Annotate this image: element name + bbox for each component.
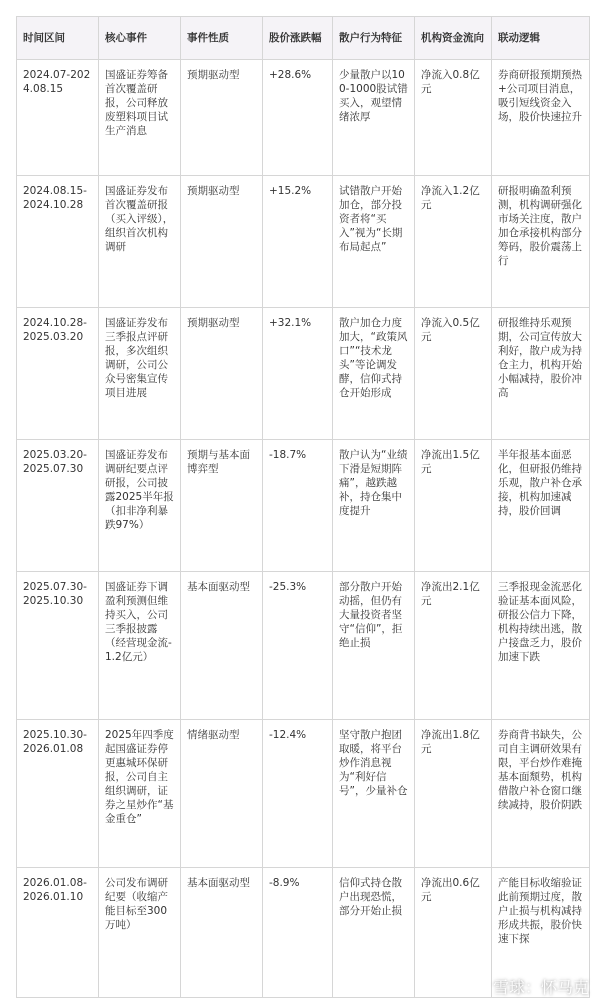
event-table xyxy=(16,16,590,998)
header-linkage-logic: 联动逻辑 xyxy=(492,17,590,60)
cell-price-change: -18.7% xyxy=(263,440,333,572)
cell-price-change: +32.1% xyxy=(263,308,333,440)
cell-retail-behavior: 散户认为“业绩下滑是短期阵痛”，越跌越补，持仓集中度提升 xyxy=(333,440,415,572)
cell-time-range: 2025.03.20-2025.07.30 xyxy=(17,440,99,572)
cell-time-range: 2025.10.30-2026.01.08 xyxy=(17,720,99,868)
cell-linkage-logic: 三季报现金流恶化验证基本面风险，研报公信力下降，机构持续出逃，散户接盘乏力，股价加速下跌 xyxy=(492,572,590,720)
table-row xyxy=(17,720,590,868)
cell-time-range: 2024.07-2024.08.15 xyxy=(17,60,99,176)
cell-linkage-logic: 券商背书缺失，公司自主调研效果有限，平台炒作难掩基本面颓势，机构借散户补仓窗口继续减持，股价阴跌 xyxy=(492,720,590,868)
cell-core-event: 国盛证券筹备首次覆盖研报，公司释放废塑料项目试生产消息 xyxy=(99,60,181,176)
cell-event-nature: 预期驱动型 xyxy=(181,60,263,176)
cell-time-range: 2024.08.15-2024.10.28 xyxy=(17,176,99,308)
header-price-change: 股价涨跌幅 xyxy=(263,17,333,60)
cell-price-change: +28.6% xyxy=(263,60,333,176)
cell-retail-behavior: 少量散户以100-1000股试错买入，观望情绪浓厚 xyxy=(333,60,415,176)
header-institution-flow: 机构资金流向 xyxy=(415,17,492,60)
table-row xyxy=(17,572,590,720)
cell-retail-behavior: 信仰式持仓散户出现恐慌，部分开始止损 xyxy=(333,868,415,998)
header-core-event: 核心事件 xyxy=(99,17,181,60)
cell-event-nature: 预期驱动型 xyxy=(181,308,263,440)
cell-price-change: -8.9% xyxy=(263,868,333,998)
cell-institution-flow: 净流入0.5亿元 xyxy=(415,308,492,440)
cell-core-event: 国盛证券发布三季报点评研报，多次组织调研，公司公众号密集宣传项目进展 xyxy=(99,308,181,440)
cell-core-event: 国盛证券发布调研纪要点评研报，公司披露2025半年报（扣非净利暴跌97%） xyxy=(99,440,181,572)
cell-retail-behavior: 坚守散户抱团取暖，将平台炒作消息视为“利好信号”，少量补仓 xyxy=(333,720,415,868)
cell-time-range: 2024.10.28-2025.03.20 xyxy=(17,308,99,440)
table-row xyxy=(17,176,590,308)
table-row xyxy=(17,60,590,176)
cell-core-event: 国盛证券发布首次覆盖研报（买入评级），组织首次机构调研 xyxy=(99,176,181,308)
cell-core-event: 2025年四季度起国盛证券停更惠城环保研报，公司自主组织调研，证券之星炒作“基金重仓” xyxy=(99,720,181,868)
cell-linkage-logic: 券商研报预期预热+公司项目消息，吸引短线资金入场，股价快速拉升 xyxy=(492,60,590,176)
cell-price-change: -25.3% xyxy=(263,572,333,720)
cell-retail-behavior: 部分散户开始动摇，但仍有大量投资者坚守“信仰”，拒绝止损 xyxy=(333,572,415,720)
cell-time-range: 2026.01.08-2026.01.10 xyxy=(17,868,99,998)
cell-institution-flow: 净流出2.1亿元 xyxy=(415,572,492,720)
table-row xyxy=(17,440,590,572)
header-retail-behavior: 散户行为特征 xyxy=(333,17,415,60)
cell-event-nature: 情绪驱动型 xyxy=(181,720,263,868)
header-event-nature: 事件性质 xyxy=(181,17,263,60)
table-header xyxy=(17,17,590,60)
cell-time-range: 2025.07.30-2025.10.30 xyxy=(17,572,99,720)
cell-linkage-logic: 半年报基本面恶化，但研报仍维持乐观，散户补仓承接，机构加速减持，股价回调 xyxy=(492,440,590,572)
cell-price-change: -12.4% xyxy=(263,720,333,868)
cell-retail-behavior: 散户加仓力度加大，“政策风口”“技术龙头”等论调发酵，信仰式持仓开始形成 xyxy=(333,308,415,440)
cell-institution-flow: 净流出1.8亿元 xyxy=(415,720,492,868)
cell-institution-flow: 净流出1.5亿元 xyxy=(415,440,492,572)
cell-event-nature: 预期驱动型 xyxy=(181,176,263,308)
header-row xyxy=(17,17,590,60)
cell-linkage-logic: 产能目标收缩验证此前预期过度，散户止损与机构减持形成共振，股价快速下探 xyxy=(492,868,590,998)
cell-institution-flow: 净流出0.6亿元 xyxy=(415,868,492,998)
cell-event-nature: 基本面驱动型 xyxy=(181,572,263,720)
cell-event-nature: 基本面驱动型 xyxy=(181,868,263,998)
cell-retail-behavior: 试错散户开始加仓，部分投资者将“买入”视为“长期布局起点” xyxy=(333,176,415,308)
cell-linkage-logic: 研报明确盈利预测，机构调研强化市场关注度，散户加仓承接机构部分筹码，股价震荡上行 xyxy=(492,176,590,308)
cell-price-change: +15.2% xyxy=(263,176,333,308)
snowball-logo-icon xyxy=(467,976,487,996)
table-row xyxy=(17,308,590,440)
cell-linkage-logic: 研报维持乐观预期，公司宣传放大利好，散户成为持仓主力，机构开始小幅减持，股价冲高 xyxy=(492,308,590,440)
cell-core-event: 公司发布调研纪要（收缩产能目标至300万吨） xyxy=(99,868,181,998)
cell-event-nature: 预期与基本面博弈型 xyxy=(181,440,263,572)
watermark-text: 雪球：怀马克 xyxy=(492,977,589,997)
table-body xyxy=(17,60,590,998)
header-time-range: 时间区间 xyxy=(17,17,99,60)
cell-institution-flow: 净流入1.2亿元 xyxy=(415,176,492,308)
cell-core-event: 国盛证券下调盈利预测但维持买入，公司三季报披露（经营现金流-1.2亿元） xyxy=(99,572,181,720)
watermark xyxy=(467,973,589,999)
cell-institution-flow: 净流入0.8亿元 xyxy=(415,60,492,176)
